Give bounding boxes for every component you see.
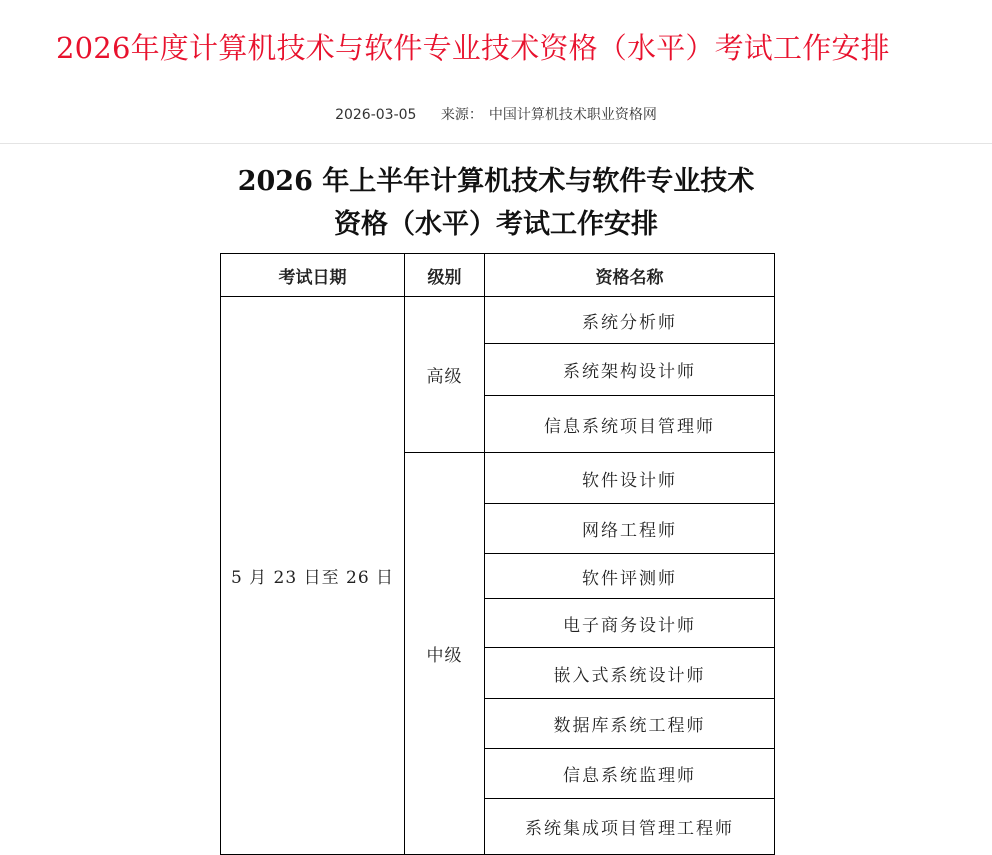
source — [441, 107, 657, 123]
document-heading — [0, 160, 992, 246]
table-header-row — [221, 254, 775, 297]
divider — [0, 143, 992, 144]
qualification-cell: 软件评测师 — [485, 554, 775, 599]
header-level: 级别 — [405, 254, 485, 297]
document-heading-line-2: 资格（水平）考试工作安排 — [334, 209, 658, 240]
qualification-cell: 网络工程师 — [485, 504, 775, 554]
qualification-cell: 系统集成项目管理工程师 — [485, 799, 775, 855]
qualification-cell: 系统架构设计师 — [485, 344, 775, 396]
source-link[interactable]: 中国计算机技术职业资格网 — [488, 107, 657, 123]
qualification-cell: 数据库系统工程师 — [485, 699, 775, 749]
source-label: 来源： — [440, 107, 483, 123]
exam-date-cell: 5 月 23 日至 26 日 — [221, 297, 405, 855]
document-heading-line-1: 2026 年上半年计算机技术与软件专业技术 — [237, 166, 755, 197]
level-cell-senior: 高级 — [405, 297, 485, 453]
qualification-cell: 嵌入式系统设计师 — [485, 648, 775, 699]
qualification-cell: 系统分析师 — [485, 297, 775, 344]
article-meta — [0, 104, 992, 124]
publish-date: 2026-03-05 — [335, 107, 417, 123]
qualification-cell: 信息系统项目管理师 — [485, 396, 775, 453]
qualification-cell: 信息系统监理师 — [485, 749, 775, 799]
qualification-cell: 电子商务设计师 — [485, 599, 775, 648]
qualification-cell: 软件设计师 — [485, 453, 775, 504]
table-row — [221, 297, 775, 344]
header-exam-date: 考试日期 — [221, 254, 405, 297]
level-cell-intermediate: 中级 — [405, 453, 485, 855]
page-title: 2026年度计算机技术与软件专业技术资格（水平）考试工作安排 — [56, 31, 890, 65]
header-qualification: 资格名称 — [485, 254, 775, 297]
exam-schedule-table — [220, 253, 775, 855]
